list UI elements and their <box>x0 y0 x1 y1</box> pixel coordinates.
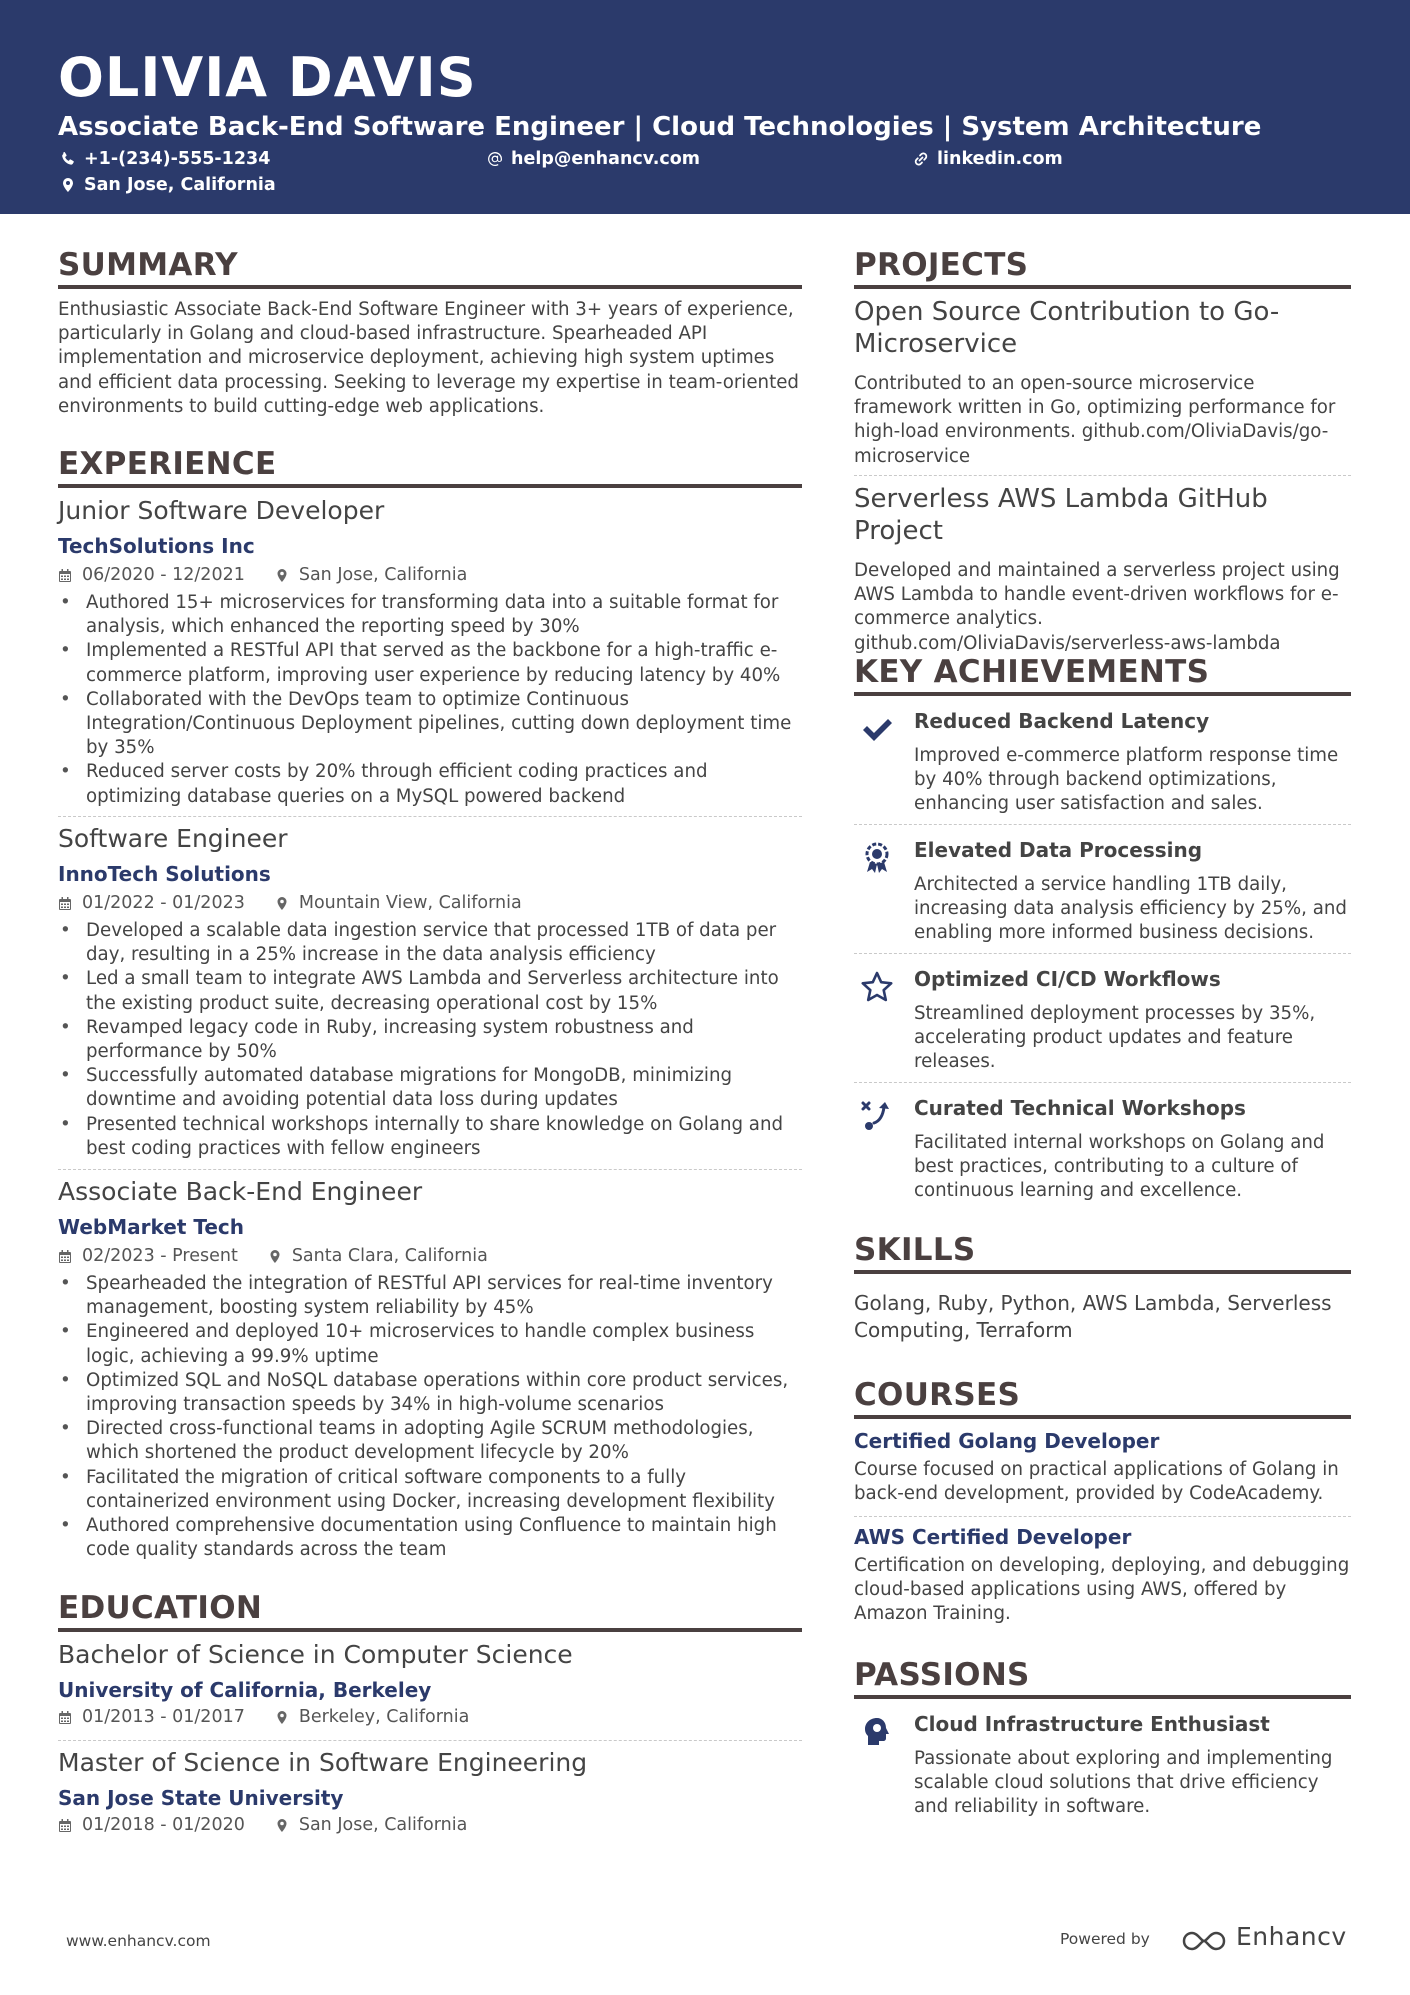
entry-divider <box>854 1082 1351 1083</box>
location-pin-icon <box>275 1710 289 1725</box>
job-title: Software Engineer <box>58 824 288 853</box>
bullet-item: • Authored 15+ microservices for transforming data into a suitable format for analysis, which enhanced the reporting speed by 30% <box>58 591 802 639</box>
calendar-icon <box>58 1818 72 1833</box>
section-title-summary: SUMMARY <box>58 247 238 283</box>
checkmark-icon <box>860 712 894 746</box>
candidate-name: OLIVIA DAVIS <box>58 46 477 109</box>
achievement-item <box>854 837 1351 949</box>
location-pin-icon <box>268 1249 282 1264</box>
job-location: San Jose, California <box>298 565 468 585</box>
education-entry <box>58 1639 802 1729</box>
course-description: Certification on developing, deploying, and debugging cloud-based applications using AWS, offered by Amazon Training. <box>854 1555 1350 1625</box>
calendar-icon <box>58 896 72 911</box>
project-entry <box>854 296 1351 469</box>
contact-phone[interactable] <box>60 148 270 170</box>
project-entry <box>854 483 1351 656</box>
section-rule <box>58 484 802 488</box>
footer-brand: Enhancv <box>1236 1922 1347 1951</box>
course-entry <box>854 1428 1351 1506</box>
bullet-item: • Implemented a RESTful API that served as the backbone for a high-traffic e-commerce platform, improving user experience by reducing latency by 40% <box>58 639 802 687</box>
education-location: San Jose, California <box>298 1815 468 1835</box>
job-meta <box>58 891 802 915</box>
at-icon <box>487 151 503 167</box>
section-rule <box>854 1415 1351 1419</box>
bullet-item: • Directed cross-functional teams in adopting Agile SCRUM methodologies, which shortened the product development lifecycle by 20% <box>58 1417 802 1465</box>
job-title: Junior Software Developer <box>58 496 385 525</box>
section-rule <box>58 285 802 289</box>
phone-icon <box>60 151 76 167</box>
project-description: Contributed to an open-source microservice framework written in Go, optimizing performance for high-load environments. github.com/OliviaDavis/go-microservice <box>854 373 1336 467</box>
project-title: Open Source Contribution to Go-Microservice <box>854 297 1280 359</box>
section-title-achievements: KEY ACHIEVEMENTS <box>854 654 1210 690</box>
job-bullets <box>58 1272 802 1562</box>
section-title-experience: EXPERIENCE <box>58 446 277 482</box>
passion-title: Cloud Infrastructure Enthusiast <box>914 1712 1270 1736</box>
achievement-title: Reduced Backend Latency <box>914 709 1210 733</box>
job-bullets <box>58 919 802 1161</box>
section-rule <box>854 1695 1351 1699</box>
strategy-icon <box>860 1099 894 1133</box>
achievement-title: Curated Technical Workshops <box>914 1096 1246 1120</box>
entry-divider <box>854 824 1351 825</box>
enhancv-logo-icon <box>1180 1928 1228 1954</box>
location-pin-icon <box>275 896 289 911</box>
education-entry <box>58 1747 802 1837</box>
job-title: Associate Back-End Engineer <box>58 1177 423 1206</box>
bullet-item: • Reduced server costs by 20% through efficient coding practices and optimizing database queries on a MySQL powered backend <box>58 760 802 808</box>
calendar-icon <box>58 1710 72 1725</box>
achievement-description: Improved e-commerce platform response time by 40% through backend optimizations, enhancing user satisfaction and sales. <box>914 745 1339 815</box>
candidate-title: Associate Back-End Software Engineer | Cloud Technologies | System Architecture <box>58 112 1262 142</box>
experience-entry <box>58 823 802 1161</box>
bullet-item: • Authored comprehensive documentation using Confluence to maintain high code quality standards across the team <box>58 1514 802 1562</box>
achievement-description: Streamlined deployment processes by 35%, accelerating product updates and feature releases. <box>914 1003 1316 1073</box>
bullet-item: • Spearheaded the integration of RESTful API services for real-time inventory management, boosting system reliability by 45% <box>58 1272 802 1320</box>
section-title-education: EDUCATION <box>58 1590 263 1626</box>
job-location: Santa Clara, California <box>291 1246 488 1266</box>
entry-divider <box>58 1740 802 1741</box>
resume-header <box>0 0 1410 214</box>
calendar-icon <box>58 1249 72 1264</box>
phone-text: +1-(234)-555-1234 <box>84 149 271 169</box>
job-location: Mountain View, California <box>298 893 522 913</box>
link-icon <box>913 151 929 167</box>
skills-list: Golang, Ruby, Python, AWS Lambda, Serverless Computing, Terraform <box>854 1291 1332 1342</box>
bullet-item: • Engineered and deployed 10+ microservices to handle complex business logic, achieving a 99.9% uptime <box>58 1320 802 1368</box>
location-pin-icon <box>60 177 76 193</box>
section-title-skills: SKILLS <box>854 1232 976 1268</box>
job-bullets <box>58 591 802 809</box>
star-icon <box>860 970 894 1004</box>
entry-divider <box>854 475 1351 476</box>
course-title: AWS Certified Developer <box>854 1525 1132 1549</box>
section-title-courses: COURSES <box>854 1377 1021 1413</box>
school-name: University of California, Berkeley <box>58 1678 432 1702</box>
bullet-item: • Revamped legacy code in Ruby, increasing system robustness and performance by 50% <box>58 1016 802 1064</box>
achievement-description: Facilitated internal workshops on Golang and best practices, contributing to a culture of continuous learning and excellence. <box>914 1132 1325 1202</box>
course-entry <box>854 1524 1351 1627</box>
degree-title: Master of Science in Software Engineering <box>58 1748 588 1777</box>
location-pin-icon <box>275 1818 289 1833</box>
education-location: Berkeley, California <box>298 1707 470 1727</box>
award-ribbon-icon <box>860 841 894 875</box>
achievement-item <box>854 1095 1351 1207</box>
entry-divider <box>58 816 802 817</box>
linkedin-text: linkedin.com <box>937 149 1063 169</box>
achievement-item <box>854 966 1351 1078</box>
company-name: TechSolutions Inc <box>58 534 255 558</box>
bullet-item: • Successfully automated database migrations for MongoDB, minimizing downtime and avoiding potential data loss during updates <box>58 1064 802 1112</box>
head-idea-icon <box>860 1715 894 1749</box>
section-rule <box>854 692 1351 696</box>
passion-item <box>854 1711 1351 1823</box>
section-title-passions: PASSIONS <box>854 1657 1030 1693</box>
footer-website-link[interactable]: www.enhancv.com <box>66 1932 211 1950</box>
section-rule <box>58 1628 802 1632</box>
summary-text: Enthusiastic Associate Back-End Software Engineer with 3+ years of experience, particularly in Golang and cloud-based infrastructure. Spearheaded API implementation and microservice deployment, achieving high system uptimes and efficient data processing. Seeking to leverage my expertise in team-oriented environments to build cutting-edge web applications. <box>58 299 799 417</box>
bullet-item: • Presented technical workshops internally to share knowledge on Golang and best coding practices with fellow engineers <box>58 1113 802 1161</box>
location-text: San Jose, California <box>84 175 276 195</box>
course-title: Certified Golang Developer <box>854 1429 1160 1453</box>
school-name: San Jose State University <box>58 1786 344 1810</box>
contact-location <box>60 174 276 196</box>
company-name: WebMarket Tech <box>58 1215 244 1239</box>
education-dates: 01/2018 - 01/2020 <box>82 1815 245 1835</box>
course-description: Course focused on practical applications of Golang in back-end development, provided by CodeAcademy. <box>854 1459 1339 1505</box>
bullet-item: • Facilitated the migration of critical software components to a fully containerized environment using Docker, increasing development flexibility <box>58 1466 802 1514</box>
achievement-description: Architected a service handling 1TB daily, increasing data analysis efficiency by 25%, and enabling more informed business decisions. <box>914 874 1347 944</box>
location-pin-icon <box>275 568 289 583</box>
bullet-item: • Developed a scalable data ingestion service that processed 1TB of data per day, resulting in a 25% increase in the data analysis efficiency <box>58 919 802 967</box>
degree-title: Bachelor of Science in Computer Science <box>58 1640 573 1669</box>
job-dates: 02/2023 - Present <box>82 1246 238 1266</box>
footer-powered-by: Powered by <box>1060 1930 1150 1948</box>
job-dates: 01/2022 - 01/2023 <box>82 893 245 913</box>
education-meta <box>58 1813 802 1837</box>
achievement-item <box>854 708 1351 820</box>
bullet-item: • Led a small team to integrate AWS Lambda and Serverless architecture into the existing product suite, decreasing operational cost by 15% <box>58 967 802 1015</box>
achievement-title: Optimized CI/CD Workflows <box>914 967 1221 991</box>
section-title-projects: PROJECTS <box>854 247 1029 283</box>
passion-description: Passionate about exploring and implementing scalable cloud solutions that drive efficiency and reliability in software. <box>914 1748 1333 1818</box>
entry-divider <box>58 1169 802 1170</box>
experience-entry <box>58 495 802 809</box>
section-rule <box>854 285 1351 289</box>
entry-divider <box>854 953 1351 954</box>
calendar-icon <box>58 568 72 583</box>
education-meta <box>58 1705 802 1729</box>
job-meta <box>58 1244 802 1268</box>
bullet-item: • Optimized SQL and NoSQL database operations within core product services, improving transaction speeds by 34% in high-volume scenarios <box>58 1369 802 1417</box>
contact-email[interactable] <box>487 148 700 170</box>
education-dates: 01/2013 - 01/2017 <box>82 1707 245 1727</box>
achievement-title: Elevated Data Processing <box>914 838 1203 862</box>
company-name: InnoTech Solutions <box>58 862 271 886</box>
job-dates: 06/2020 - 12/2021 <box>82 565 245 585</box>
contact-linkedin[interactable] <box>913 148 1063 170</box>
project-description: Developed and maintained a serverless project using AWS Lambda to handle event-driven workflows for e-commerce analytics. github.com/OliviaDavis/serverless-aws-lambda <box>854 560 1340 654</box>
project-title: Serverless AWS Lambda GitHub Project <box>854 484 1268 546</box>
entry-divider <box>854 1516 1351 1517</box>
experience-entry <box>58 1176 802 1562</box>
job-meta <box>58 563 802 587</box>
email-text: help@enhancv.com <box>511 149 701 169</box>
bullet-item: • Collaborated with the DevOps team to optimize Continuous Integration/Continuous Deployment pipelines, cutting down deployment time by 35% <box>58 688 802 761</box>
section-rule <box>854 1270 1351 1274</box>
